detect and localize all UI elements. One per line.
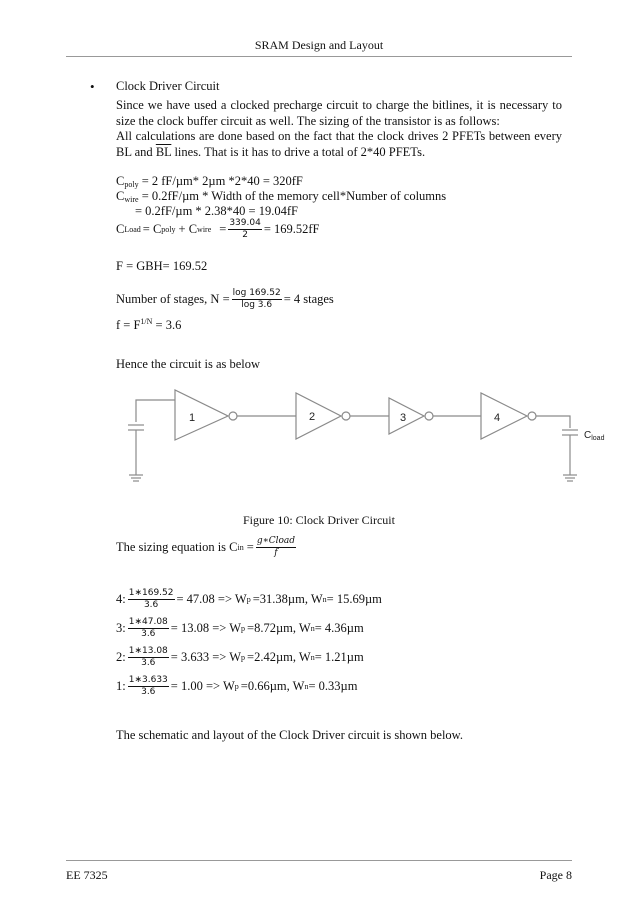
sizing-fraction: $\frac{\text{g∗Cload}}{f}$ — [256, 536, 296, 558]
page-header-title: SRAM Design and Layout — [254, 38, 384, 52]
inverter-3-bubble — [425, 412, 433, 420]
assumption-text-a: All calculations are done based on the fact that the clock drives 2 PFETs between every BL and — [116, 129, 562, 159]
f-equation: $f = F^{1/N} = 3.6$ — [116, 317, 182, 332]
inverter-2-label: 2 — [309, 411, 316, 423]
figure-caption: Figure 10: Clock Driver Circuit — [243, 513, 395, 527]
stages-equation: Number of stages, N = $\frac{\log 169.52}{\log 3.6}$ = 4 stages — [116, 288, 334, 310]
inverter-2-triangle — [296, 393, 341, 439]
cload-fraction: $\frac{339.04}{2}$ — [229, 218, 261, 240]
inverter-2-bubble — [342, 412, 350, 420]
inverter-4-triangle — [481, 393, 527, 439]
f-gbh-equation: F = GBH= 169.52 — [116, 259, 208, 273]
inverter-1-triangle — [175, 390, 228, 440]
intro-paragraph: Since we have used a clocked precharge circuit to charge the bitlines, it is necessary to size the clock buffer circuit as well. The sizing of the transistor is as follows: — [116, 98, 562, 128]
assumption-paragraph — [116, 129, 562, 160]
output-wire — [536, 416, 570, 428]
cwire-continuation: = 0.2fF/µm * 2.38*40 = 19.04fF — [135, 204, 298, 218]
cwire-equation: $C_{wire} = 0.2fF/\mu m$ * Width of the memory cell*Number of columns — [116, 189, 447, 204]
input-wire — [136, 400, 175, 422]
inverter-3-triangle — [389, 398, 424, 434]
sizing-row-2: 2: $\frac{1∗13.08}{3.6}$ = 3.633 => W p =2.42µm, W n = 1.21µm — [116, 646, 364, 668]
header-rule — [66, 56, 572, 57]
cpoly-equation: $C_{poly} = 2$ fF/µm* 2µm *2*40 = 320fF — [116, 174, 303, 189]
closing-text: The schematic and layout of the Clock Driver circuit is shown below. — [116, 728, 464, 742]
sizing-equation: The sizing equation is C in = $\frac{\text{g∗Cload}}{f}$ — [116, 536, 296, 558]
load-cap-label: $C_{load}$ — [584, 430, 605, 442]
assumption-text-b: lines. That is it has to drive a total of 2*40 PFETs. — [174, 144, 426, 159]
section-heading: Clock Driver Circuit — [116, 79, 220, 93]
inverter-1-bubble — [229, 412, 237, 420]
bl-bar-text: $\overline{BL}$ — [155, 144, 172, 159]
clock-driver-figure — [118, 380, 618, 495]
sizing-row-1: 1: $\frac{1∗3.633}{3.6}$ = 1.00 => W p =0.66µm, W n = 0.33µm — [116, 675, 358, 697]
inverter-4-bubble — [528, 412, 536, 420]
bullet-marker: • — [90, 79, 95, 94]
sizing-row-4: 4: $\frac{1∗169.52}{3.6}$ = 47.08 => W p =31.38µm, W n = 15.69µm — [116, 588, 382, 610]
inverter-1-label: 1 — [189, 412, 196, 424]
inverter-4-label: 4 — [494, 412, 501, 424]
stages-fraction: $\frac{\log 169.52}{\log 3.6}$ — [232, 288, 281, 310]
cload-equation: C Load = C poly + C wire = $\frac{339.04}{2}$ = 169.52fF — [116, 218, 320, 240]
footer-course: EE 7325 — [66, 868, 108, 882]
footer-rule — [66, 860, 572, 861]
sizing-row-3: 3: $\frac{1∗47.08}{3.6}$ = 13.08 => W p =8.72µm, W n = 4.36µm — [116, 617, 364, 639]
hence-text: Hence the circuit is as below — [116, 357, 261, 371]
inverter-3-label: 3 — [400, 412, 407, 424]
footer-page-number: Page 8 — [539, 868, 572, 882]
